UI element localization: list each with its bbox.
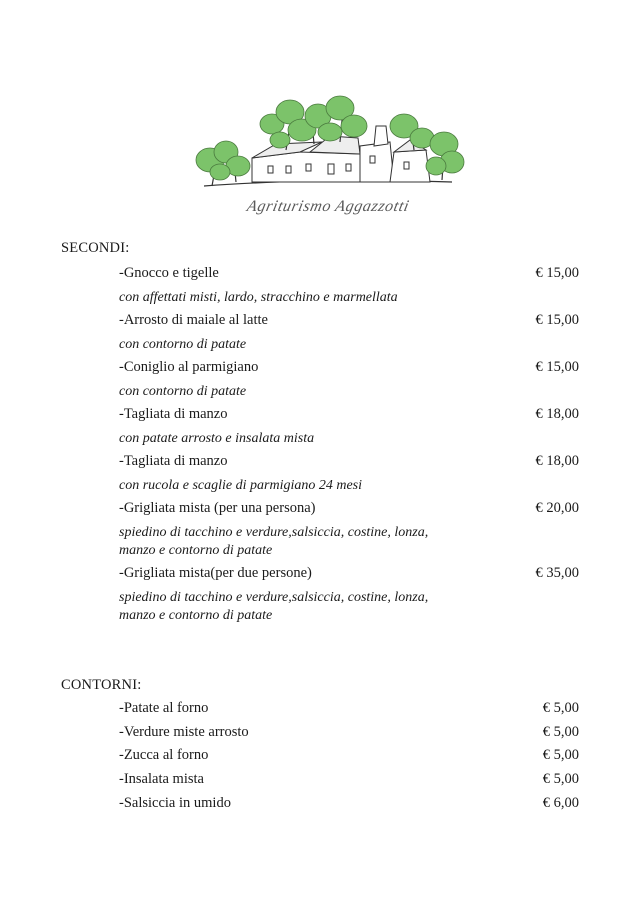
item-price: € 35,00 <box>535 565 579 581</box>
item-price: € 18,00 <box>535 406 579 422</box>
item-name: -Grigliata mista(per due persone) <box>119 565 312 581</box>
item-price: € 5,00 <box>542 724 579 740</box>
item-description: con contorno di patate <box>119 384 247 399</box>
item-price: € 6,00 <box>542 795 579 811</box>
farmhouse-trees-illustration <box>190 86 466 196</box>
agriturismo-logo <box>190 86 466 220</box>
item-name: -Grigliata mista (per una persona) <box>119 500 316 516</box>
item-price: € 20,00 <box>535 500 579 516</box>
item-name: -Zucca al forno <box>119 747 209 763</box>
item-name: -Arrosto di maiale al latte <box>119 312 268 328</box>
item-description: con rucola e scaglie di parmigiano 24 mesi <box>119 478 363 493</box>
item-description: con patate arrosto e insalata mista <box>119 431 315 446</box>
item-description: manzo e contorno di patate <box>119 543 273 558</box>
section-title-secondi: SECONDI: <box>61 240 130 256</box>
item-price: € 5,00 <box>542 747 579 763</box>
item-name: -Tagliata di manzo <box>119 406 228 422</box>
item-description: spiedino di tacchino e verdure,salsiccia, costine, lonza, <box>119 590 429 605</box>
item-name: -Tagliata di manzo <box>119 453 228 469</box>
item-name: -Patate al forno <box>119 700 209 716</box>
item-price: € 15,00 <box>535 359 579 375</box>
item-description: manzo e contorno di patate <box>119 608 273 623</box>
item-price: € 15,00 <box>535 265 579 281</box>
item-name: -Salsiccia in umido <box>119 795 231 811</box>
item-name: -Gnocco e tigelle <box>119 265 219 281</box>
item-name: -Coniglio al parmigiano <box>119 359 259 375</box>
item-price: € 18,00 <box>535 453 579 469</box>
item-price: € 15,00 <box>535 312 579 328</box>
item-price: € 5,00 <box>542 700 579 716</box>
item-name: -Verdure miste arrosto <box>119 724 249 740</box>
item-name: -Insalata mista <box>119 771 204 787</box>
item-description: spiedino di tacchino e verdure,salsiccia, costine, lonza, <box>119 525 429 540</box>
item-description: con contorno di patate <box>119 337 247 352</box>
section-title-contorni: CONTORNI: <box>61 677 142 693</box>
item-description: con affettati misti, lardo, stracchino e marmellata <box>119 290 398 305</box>
item-price: € 5,00 <box>542 771 579 787</box>
logo-text: Agriturismo Aggazzotti <box>245 198 411 215</box>
